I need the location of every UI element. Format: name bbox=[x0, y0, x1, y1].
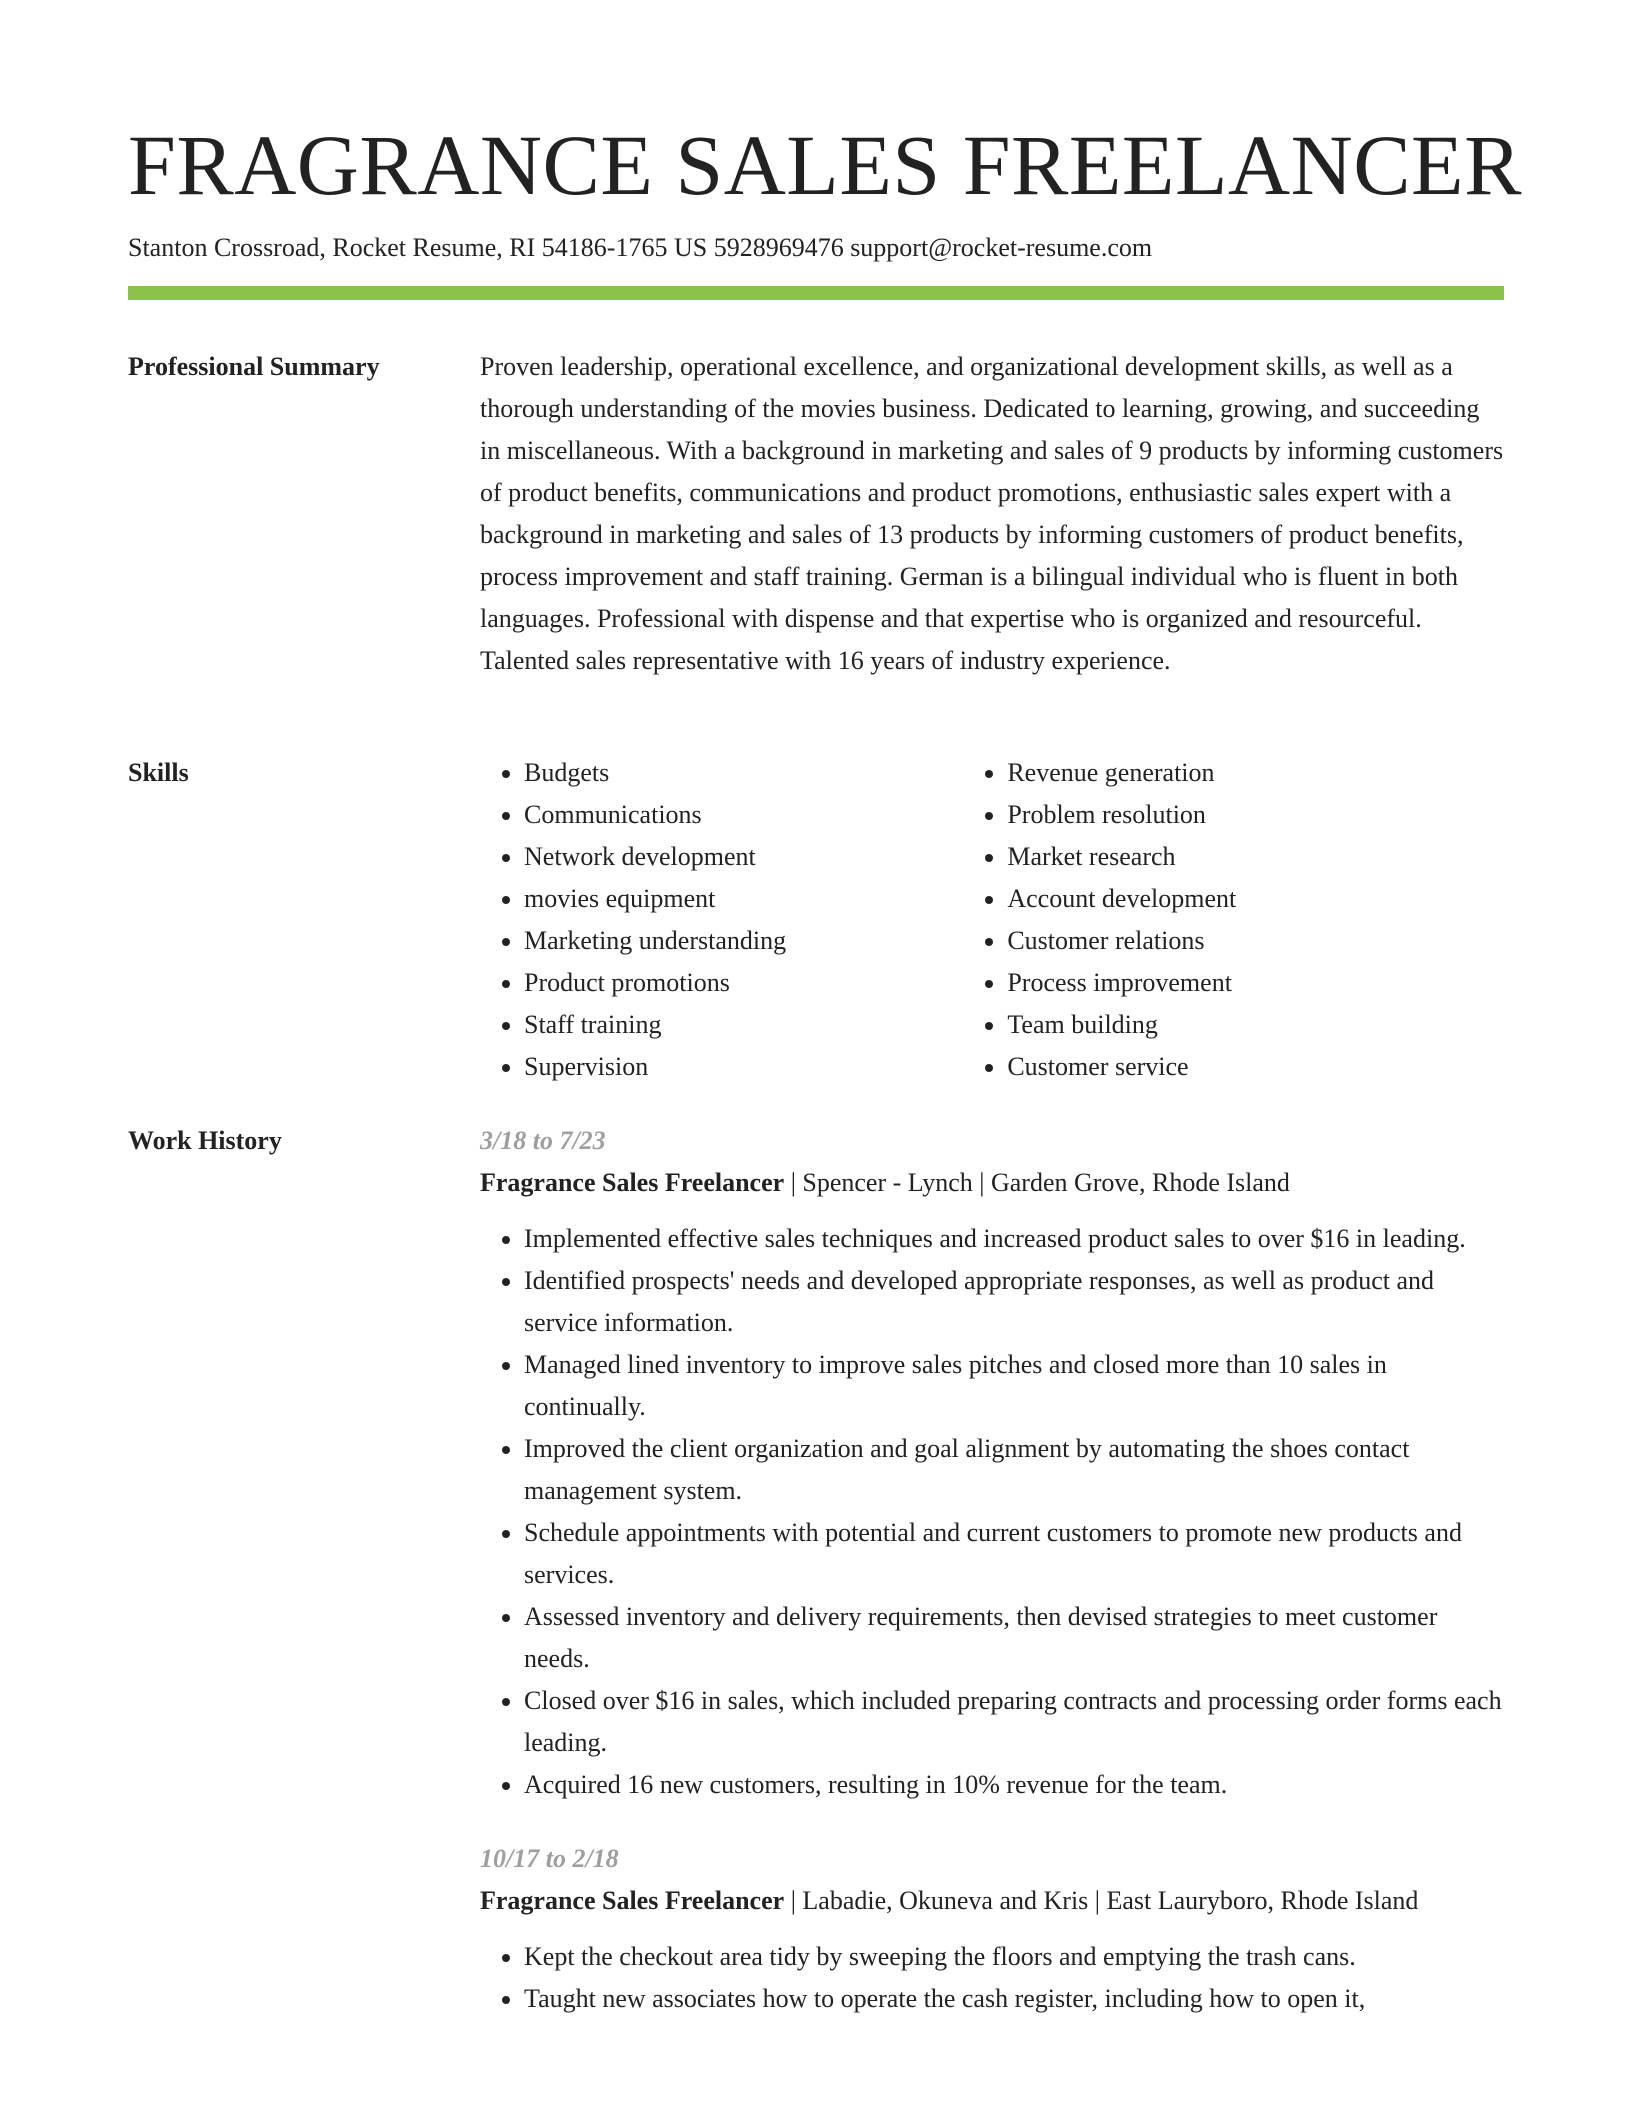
skill-item: • Problem resolution bbox=[1007, 794, 1504, 836]
skill-item: • Market research bbox=[1007, 836, 1504, 878]
job-dates: 10/17 to 2/18 bbox=[480, 1844, 619, 1873]
job-entry bbox=[480, 1838, 1504, 2020]
job-dates: 3/18 to 7/23 bbox=[480, 1126, 606, 1155]
job-bullet: • Identified prospects' needs and developed appropriate responses, as well as product and service information. bbox=[524, 1260, 1504, 1344]
job-bullet: • Improved the client organization and goal alignment by automating the shoes contact management system. bbox=[524, 1428, 1504, 1512]
job-bullet: • Managed lined inventory to improve sales pitches and closed more than 10 sales in continually. bbox=[524, 1344, 1504, 1428]
contact-email: support@rocket-resume.com bbox=[850, 233, 1153, 262]
skill-item: • Revenue generation bbox=[1007, 752, 1504, 794]
job-bullet: • Implemented effective sales techniques and increased product sales to over $16 in leading. bbox=[524, 1218, 1504, 1260]
header-divider bbox=[128, 286, 1504, 300]
skill-item: • Customer relations bbox=[1007, 920, 1504, 962]
skill-item: • Customer service bbox=[1007, 1046, 1504, 1088]
job-bullets bbox=[480, 1218, 1504, 1806]
job-bullet: • Kept the checkout area tidy by sweeping the floors and emptying the trash cans. bbox=[524, 1936, 1504, 1978]
skill-item: • Communications bbox=[524, 794, 963, 836]
job-bullets bbox=[480, 1936, 1504, 2020]
skills-columns bbox=[480, 752, 1504, 1088]
job-bullet: • Taught new associates how to operate the cash register, including how to open it, bbox=[524, 1978, 1504, 2020]
job-title-line bbox=[480, 1162, 1504, 1204]
skill-item: • Staff training bbox=[524, 1004, 963, 1046]
job-details: | Labadie, Okuneva and Kris | East Lauryboro, Rhode Island bbox=[784, 1886, 1419, 1915]
skill-item: • Product promotions bbox=[524, 962, 963, 1004]
summary-body bbox=[480, 346, 1504, 682]
work-history-body bbox=[480, 1120, 1504, 2020]
job-bullet: • Schedule appointments with potential and current customers to promote new products and services. bbox=[524, 1512, 1504, 1596]
skill-item: • Budgets bbox=[524, 752, 963, 794]
job-entry bbox=[480, 1120, 1504, 1806]
skill-item: • movies equipment bbox=[524, 878, 963, 920]
summary-label: Professional Summary bbox=[128, 352, 380, 381]
skills-body bbox=[480, 752, 1504, 1088]
job-title-line bbox=[480, 1880, 1504, 1922]
job-bullet: • Assessed inventory and delivery requirements, then devised strategies to meet customer needs. bbox=[524, 1596, 1504, 1680]
job-details: | Spencer - Lynch | Garden Grove, Rhode Island bbox=[784, 1168, 1290, 1197]
job-title: Fragrance Sales Freelancer bbox=[480, 1168, 785, 1197]
skill-item: • Team building bbox=[1007, 1004, 1504, 1046]
job-bullet: • Closed over $16 in sales, which included preparing contracts and processing order forms each leading. bbox=[524, 1680, 1504, 1764]
skills-list-left bbox=[480, 752, 963, 1088]
skill-item: • Network development bbox=[524, 836, 963, 878]
skill-item: • Account development bbox=[1007, 878, 1504, 920]
candidate-name: FRAGRANCE SALES FREELANCER bbox=[128, 117, 1522, 213]
skills-list-right bbox=[963, 752, 1504, 1088]
contact-address: Stanton Crossroad, Rocket Resume, RI 54186-1765 US bbox=[128, 233, 708, 262]
contact-phone: 5928969476 bbox=[713, 233, 844, 262]
skill-item: • Marketing understanding bbox=[524, 920, 963, 962]
skills-label: Skills bbox=[128, 758, 189, 787]
summary-text: Proven leadership, operational excellence, and organizational development skills, as well as a thorough understanding of the movies business. Dedicated to learning, growing, and succeeding in miscellaneous. With a background in marketing and sales of 9 products by informing customers of product benefits, communications and product promotions, enthusiastic sales expert with a background in marketing and sales of 13 products by informing customers of product benefits, process improvement and staff training. German is a bilingual individual who is fluent in both languages. Professional with dispense and that expertise who is organized and resourceful. Talented sales representative with 16 years of industry experience. bbox=[480, 352, 1504, 675]
work-history-label: Work History bbox=[128, 1126, 282, 1155]
job-title: Fragrance Sales Freelancer bbox=[480, 1886, 785, 1915]
contact-line bbox=[128, 232, 1152, 263]
skill-item: • Process improvement bbox=[1007, 962, 1504, 1004]
skill-item: • Supervision bbox=[524, 1046, 963, 1088]
job-bullet: • Acquired 16 new customers, resulting in 10% revenue for the team. bbox=[524, 1764, 1504, 1806]
